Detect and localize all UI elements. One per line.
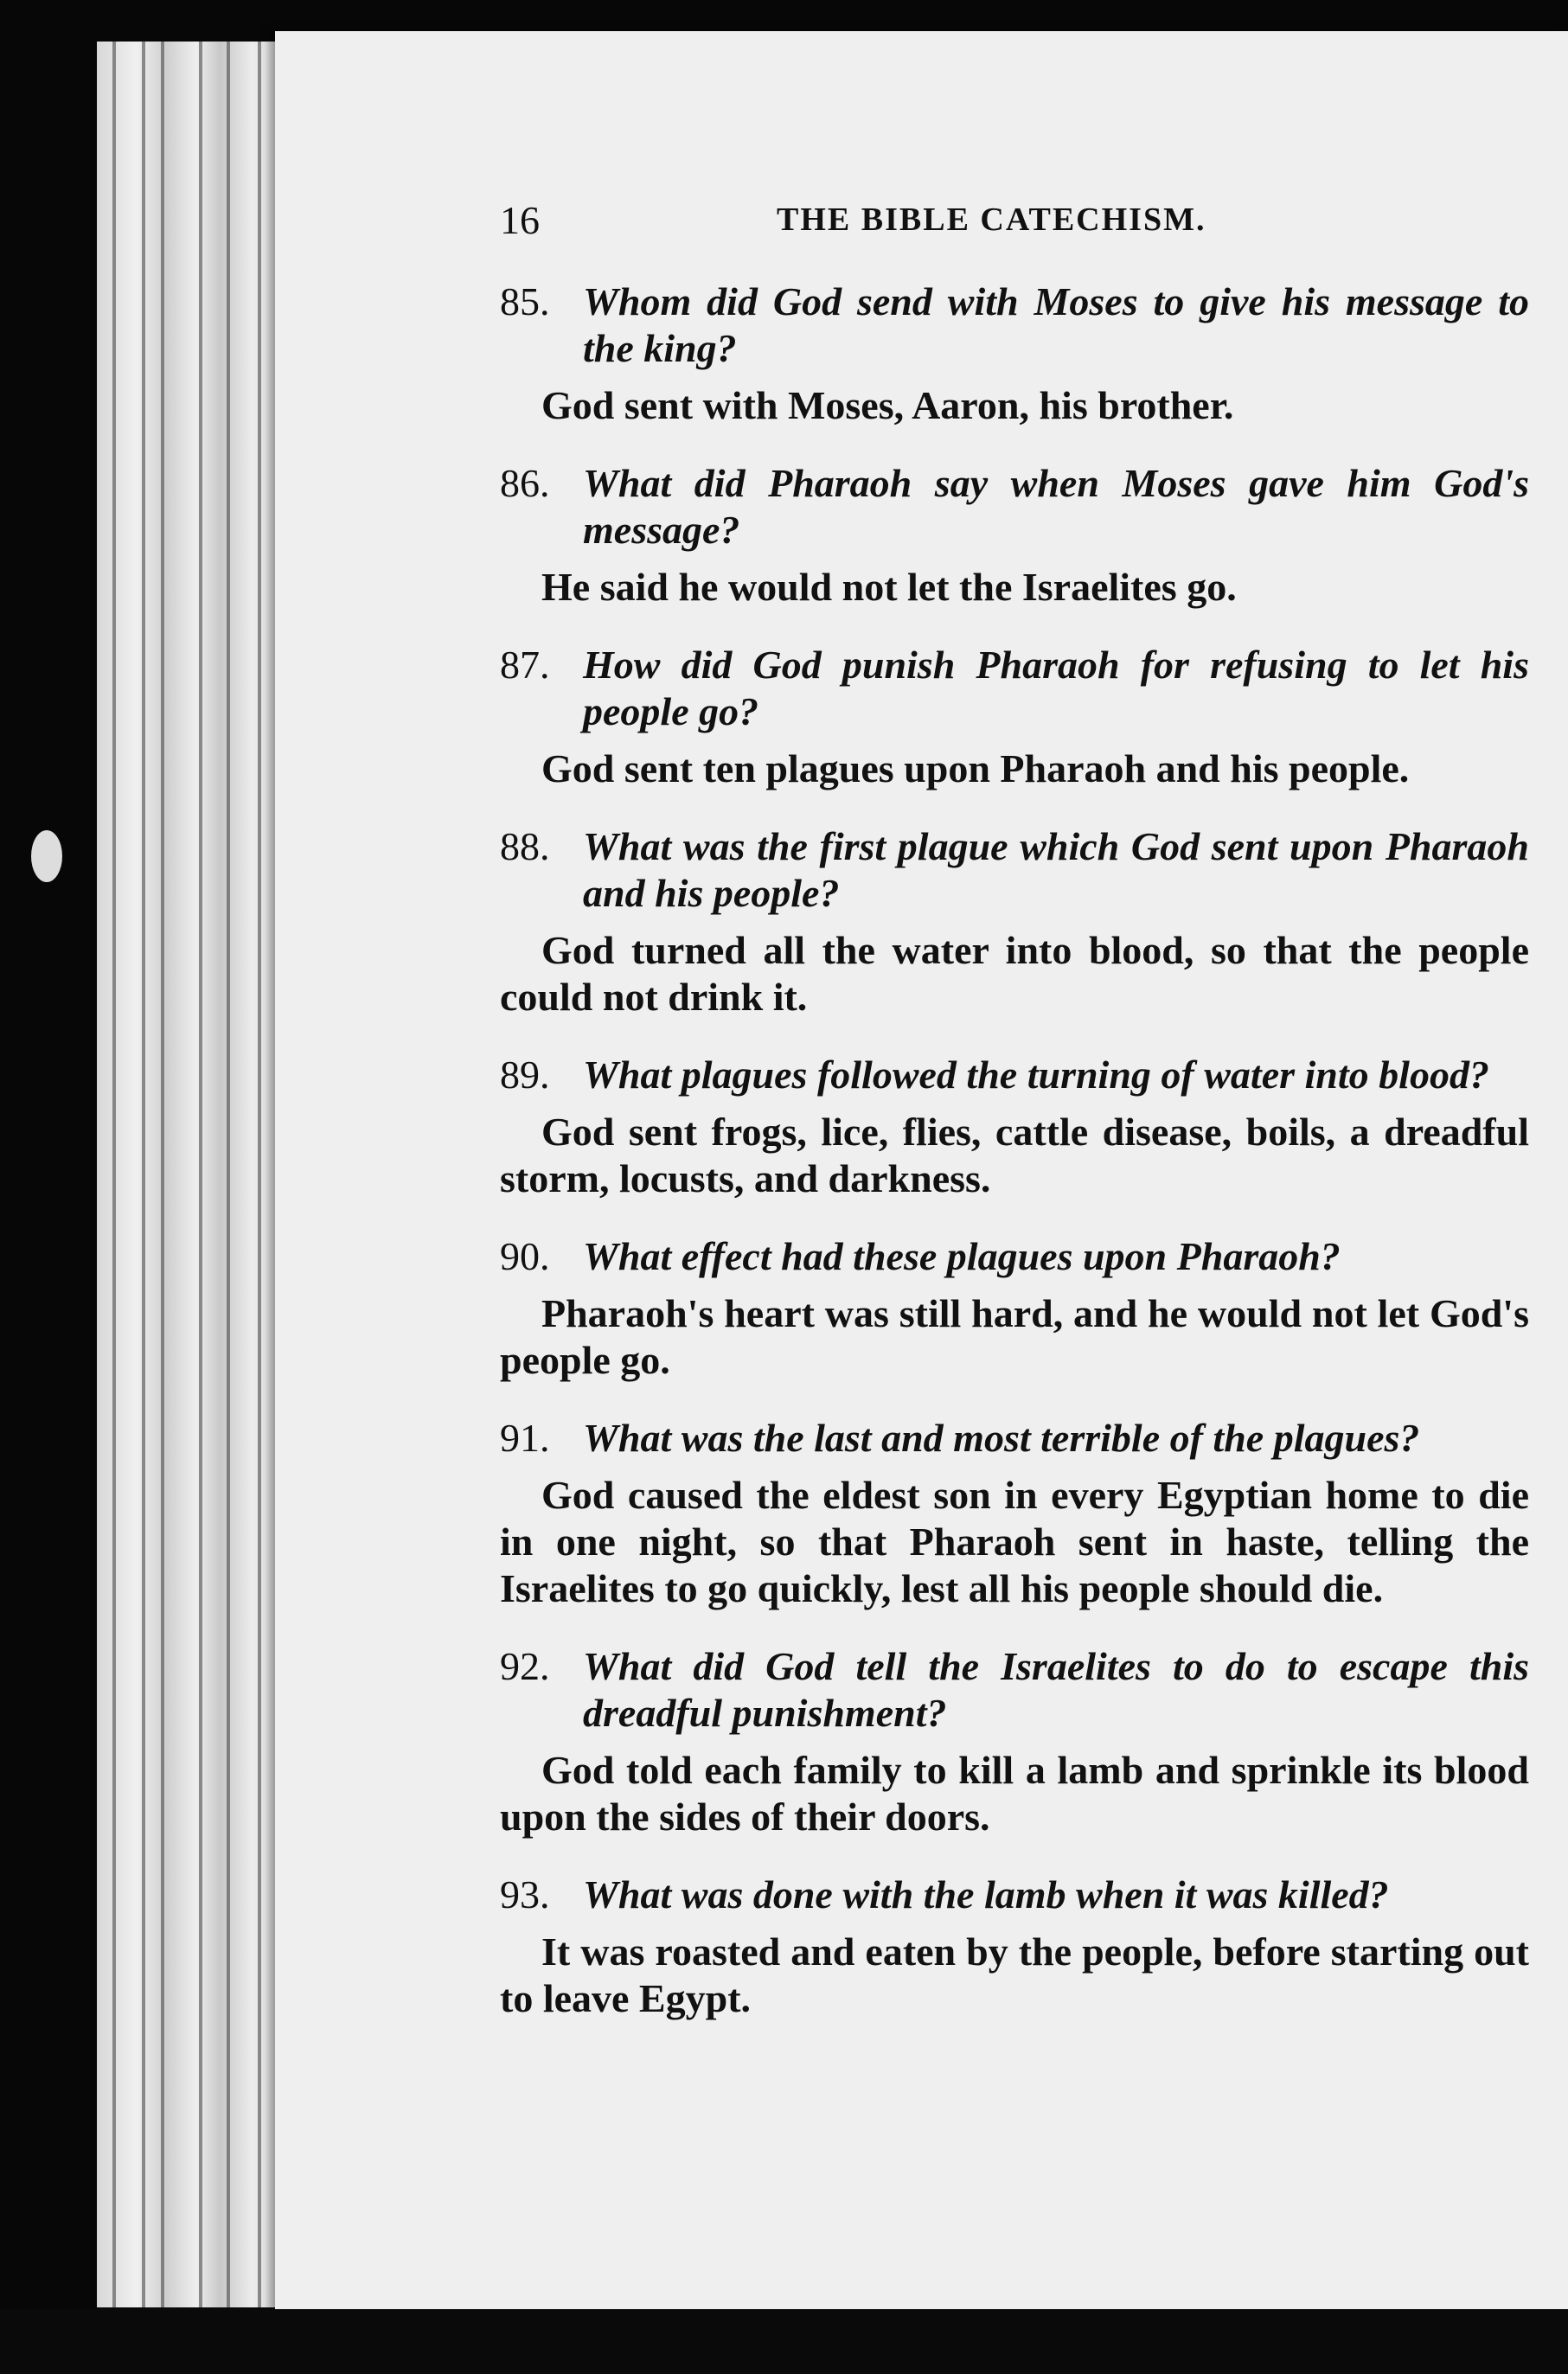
qa-item <box>500 1643 1529 1840</box>
question-text: What did God tell the Israelites to do to escape this dreadful punishment? <box>583 1644 1529 1735</box>
answer: God sent ten plagues upon Pharaoh and his people. <box>541 746 1410 790</box>
question-number: 89. <box>500 1053 550 1097</box>
page-header <box>500 197 1520 258</box>
answer: God turned all the water into blood, so that the people could not drink it. <box>500 928 1529 1019</box>
question-number: 88. <box>500 824 550 868</box>
answer: Pharaoh's heart was still hard, and he would not let God's people go. <box>500 1291 1529 1382</box>
page-number: 16 <box>500 198 540 242</box>
question-text: What plagues followed the turning of water into blood? <box>583 1053 1489 1097</box>
question-number: 87. <box>500 643 550 687</box>
question <box>500 823 1529 917</box>
question-text: What effect had these plagues upon Pharaoh? <box>583 1234 1341 1278</box>
question-number: 90. <box>500 1234 550 1278</box>
question-text: What was done with the lamb when it was killed? <box>583 1872 1389 1916</box>
question-text: How did God punish Pharaoh for refusing to let his people go? <box>583 643 1529 733</box>
question-text: What was the first plague which God sent upon Pharaoh and his people? <box>583 824 1529 915</box>
qa-item <box>500 1052 1529 1202</box>
margin-blemish <box>31 830 62 882</box>
question <box>500 1643 1529 1737</box>
answer: God sent frogs, lice, flies, cattle disease, boils, a dreadful storm, locusts, and darkness. <box>500 1110 1529 1200</box>
question-number: 92. <box>500 1644 550 1688</box>
scan-bottom-edge <box>0 2309 1568 2374</box>
qa-item <box>500 1872 1529 2022</box>
catechism-body <box>500 278 1529 2053</box>
qa-item <box>500 823 1529 1021</box>
question <box>500 642 1529 735</box>
question-number: 93. <box>500 1872 550 1916</box>
question-text: What was the last and most terrible of the plagues? <box>583 1416 1420 1460</box>
question <box>500 278 1529 372</box>
qa-item <box>500 460 1529 611</box>
question-text: What did Pharaoh say when Moses gave him God's message? <box>583 461 1529 552</box>
answer: God told each family to kill a lamb and sprinkle its blood upon the sides of their doors. <box>500 1748 1529 1839</box>
question-number: 91. <box>500 1416 550 1460</box>
question-number: 86. <box>500 461 550 505</box>
question <box>500 1233 1529 1280</box>
qa-item <box>500 1233 1529 1384</box>
qa-item <box>500 1415 1529 1612</box>
answer: He said he would not let the Israelites go. <box>541 565 1237 609</box>
answer: It was roasted and eaten by the people, before starting out to leave Egypt. <box>500 1929 1529 2020</box>
qa-item <box>500 278 1529 429</box>
question <box>500 1052 1529 1098</box>
question-text: Whom did God send with Moses to give his message to the king? <box>583 279 1529 370</box>
running-title: THE BIBLE CATECHISM. <box>777 202 1206 238</box>
answer: God sent with Moses, Aaron, his brother. <box>541 383 1234 427</box>
question <box>500 460 1529 554</box>
book-page-edges <box>97 42 296 2307</box>
question-number: 85. <box>500 279 550 323</box>
question <box>500 1872 1529 1918</box>
question <box>500 1415 1529 1462</box>
qa-item <box>500 642 1529 792</box>
answer: God caused the eldest son in every Egyptian home to die in one night, so that Pharaoh sent in haste, telling the Israelites to go quickly, lest all his people should die. <box>500 1473 1529 1610</box>
